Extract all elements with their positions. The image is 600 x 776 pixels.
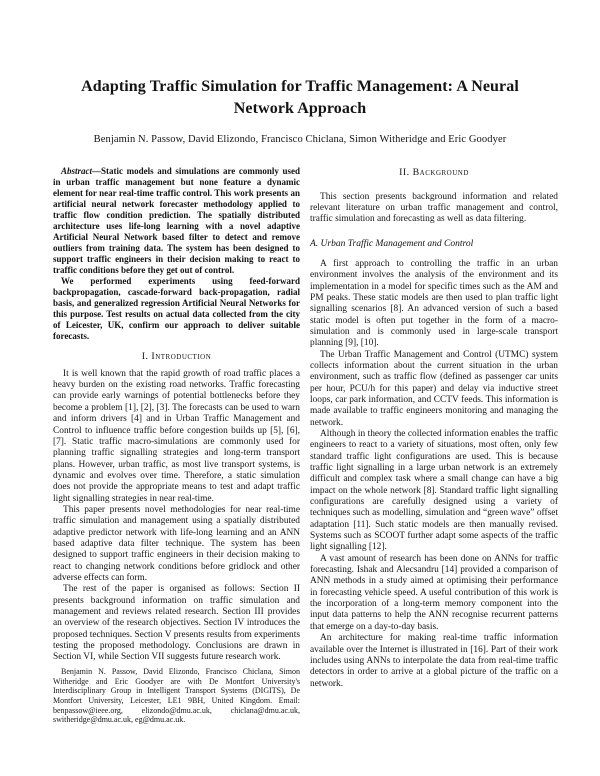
background-paragraph-3: Although in theory the collected information enables the traffic engineers to react to a variety of situations, most often, only few standard traffic light configurations are used. This is because traffic light signalling in a large urban network is an extremely difficult and complex task where a small change can have a big impact on the whole network [8]. Standard traffic light signalling configurations are carefully designed using a variety of techniques such as modelling, simulation and “green wave” offset adaptation [11]. Such static models are then manually revised. Systems such as SCOOT further adapt some aspects of the traffic light signalling [12]. — [310, 428, 558, 553]
introduction-paragraph-1: It is well known that the rapid growth of road traffic places a heavy burden on the existing road networks. Traffic forecasting can provide early warnings of potential bottlenecks before they become a problem [1], [2], [3]. The forecasts can be used to warn and inform drivers [4] and in Urban Traffic Management and Control to influence traffic before congestion builds up [5], [6], [7]. Static traffic macro-simulations are commonly used for planning traffic signalling strategies and long-term transport plans. However, urban traffic, as most live transport systems, is dynamic and evolves over time. Therefore, a static simulation does not provide the appropriate means to test and adapt traffic light signalling strategies in near real-time. — [53, 368, 300, 504]
two-column-body — [0, 166, 600, 725]
introduction-paragraph-3: The rest of the paper is organised as follows: Section II presents background information on traffic simulation and management and reviews related research. Section III provides an overview of the research objectives. Section IV introduces the proposed techniques. Section V presents results from experiments testing the proposed methodology. Conclusions are drawn in Section VI, while Section VII suggests future research work. — [53, 584, 300, 663]
background-paragraph-5: An architecture for making real-time traffic information available over the Internet is illustrated in [16]. Part of their work includes using ANNs to interpolate the data from real-time traffic detectors in order to arrive at a global picture of the traffic on a network. — [310, 633, 558, 689]
section-heading-background: II. Background — [399, 166, 469, 178]
introduction-paragraph-2: This paper presents novel methodologies for near real-time traffic simulation and management using a spatially distributed adaptive predictor network with life-long learning and an ANN based adaptive data filter technique. The system has been designed to support traffic engineers in their decision making to react to changing network conditions before gridlock and other adverse effects can form. — [53, 504, 300, 583]
paper-title: Adapting Traffic Simulation for Traffic Management: A Neural Network Approach — [81, 78, 519, 118]
abstract-label: Abstract— — [61, 165, 102, 176]
abstract-paragraph-2: We performed experiments using feed-forward backpropagation, cascade-forward back-propagation, radial basis, and generalized regression Artificial Neural Networks for this purpose. Test results on actual data collected from the city of Leicester, UK, confirm our approach to deliver suitable forecasts. — [53, 275, 300, 341]
background-paragraph-4: A vast amount of research has been done on ANNs for traffic forecasting. Ishak and Alecsandru [14] provided a comparison of ANN methods in a study aimed at optimising their performance in forecasting vehicle speed. A useful contribution of this work is the incorporation of a long-term memory component into the input data patterns to help the ANN recognise recurrent patterns that emerge on a day-to-day basis. — [310, 553, 558, 632]
section-heading-introduction: I. Introduction — [141, 350, 212, 362]
right-column — [310, 166, 558, 725]
left-column — [53, 166, 300, 725]
abstract-paragraph-1 — [53, 166, 300, 276]
background-lead-paragraph: This section presents background information and related relevant literature on urban traffic management and control, traffic simulation and forecasting as well as data filtering. — [310, 191, 558, 225]
paper-authors: Benjamin N. Passow, David Elizondo, Francisco Chiclana, Simon Witheridge and Eric Goodyer — [93, 133, 507, 145]
subsection-heading-urban-traffic-management: A. Urban Traffic Management and Control — [310, 238, 474, 249]
background-paragraph-2: The Urban Traffic Management and Control (UTMC) system collects information about the current situation in the urban environment, such as traffic flow (defined as passenger car units per hour, PCU/h for this paper) and delay via inductive street loops, car park information, and CCTV feeds. This information is made available to traffic engineers monitoring and managing the network. — [310, 349, 558, 428]
paper-header — [0, 0, 600, 145]
author-affiliation-footnote: Benjamin N. Passow, David Elizondo, Francisco Chiclana, Simon Witheridge and Eric Goodyer are with De Montfort University's Interdisciplinary Group in Intelligent Transport Systems (DIGITS), De Montfort University, Leicester, LE1 9BH, United Kingdom. Email: benpassow@ieee.org, elizondo@dmu.ac.uk, chiclana@dmu.ac.uk, switheridge@dmu.ac.uk, eg@dmu.ac.uk. — [53, 667, 300, 725]
background-paragraph-1: A first approach to controlling the traffic in an urban environment involves the analysis of the environment and its implementation in a model for specific times such as the AM and PM peaks. These static models are then used to plan traffic light signalling scenarios [8]. An advanced version of such a based static model is often put together in the form of a macro-simulation and is commonly used in large-scale transport planning [9], [10]. — [310, 258, 558, 349]
abstract-text: Static models and simulations are commonly used in urban traffic management but none feature a dynamic element for near real-time traffic control. This work presents an artificial neural network forecaster methodology applied to traffic flow condition prediction. The spatially distributed architecture uses life-long learning with a novel adaptive Artificial Neural Network based filter to detect and remove outliers from training data. The system has been designed to support traffic engineers in their decision making to react to traffic conditions before they get out of control. — [53, 165, 300, 275]
